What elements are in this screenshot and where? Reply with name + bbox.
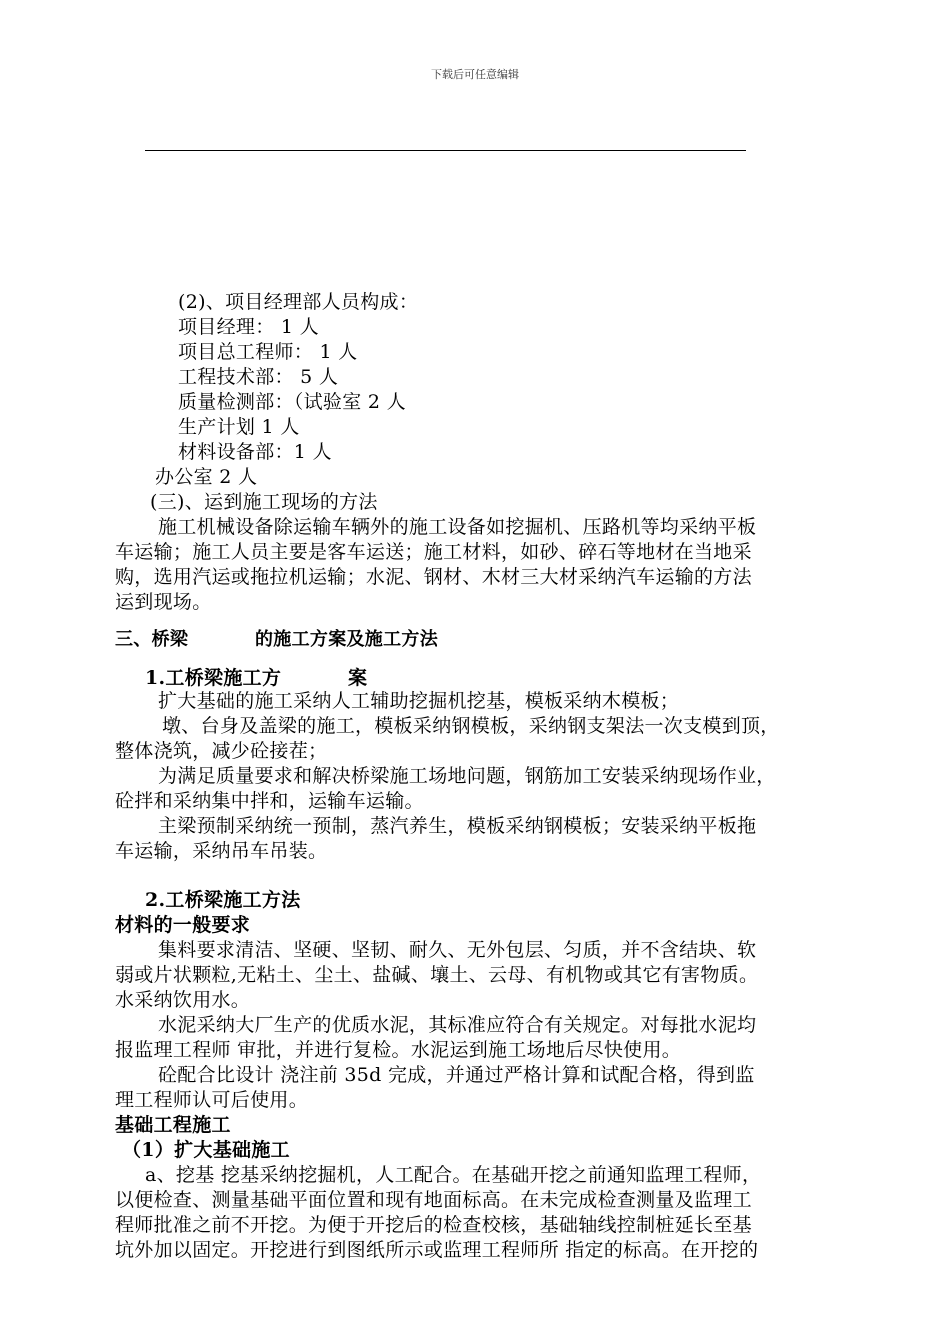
paragraph-line: 车运输，采纳吊车吊装。 <box>115 840 328 862</box>
personnel-item: 项目总工程师： 1 人 <box>178 341 358 363</box>
personnel-item: 办公室 2 人 <box>155 466 258 488</box>
paragraph-line: a、挖基 挖基采纳挖掘机，人工配合。在基础开挖之前通知监理工程师， <box>145 1164 762 1186</box>
subheading-method: 2.工桥梁施工方法 <box>145 889 301 911</box>
paragraph-line: 程师批准之前不开挖。为便于开挖后的检查校核，基础轴线控制桩延长至基 <box>115 1214 752 1236</box>
paragraph-line: 报监理工程师 审批，并进行复检。水泥运到施工场地后尽快使用。 <box>115 1039 682 1061</box>
personnel-item: 质量检测部：（试验室 2 人 <box>178 391 406 413</box>
paragraph-line: 砼配合比设计 浇注前 35d 完成，并通过严格计算和试配合格，得到监 <box>158 1064 755 1086</box>
paragraph-line: 墩、台身及盖梁的施工，模板采纳钢模板，采纳钢支架法一次支模到顶， <box>162 715 780 737</box>
paragraph-line: 主梁预制采纳统一预制，蒸汽养生，模板采纳钢模板；安装采纳平板拖 <box>158 815 757 837</box>
subheading-plan-cont: 案 <box>348 667 368 689</box>
paragraph-line: 车运输；施工人员主要是客车运送；施工材料，如砂、碎石等地材在当地采 <box>115 541 752 563</box>
subheading-plan: 1.工桥梁施工方 <box>145 667 282 689</box>
section-heading-bridge-cont: 的施工方案及施工方法 <box>255 629 438 650</box>
paragraph-line: 水采纳饮用水。 <box>115 989 251 1011</box>
paragraph-line: 理工程师认可后使用。 <box>115 1089 309 1111</box>
paragraph-line: 水泥采纳大厂生产的优质水泥，其标准应符合有关规定。对每批水泥均 <box>158 1014 757 1036</box>
paragraph-line: 施工机械设备除运输车辆外的施工设备如挖掘机、压路机等均采纳平板 <box>158 516 757 538</box>
personnel-item: 工程技术部： 5 人 <box>178 366 339 388</box>
paragraph-line: 整体浇筑，减少砼接茬； <box>115 740 328 762</box>
paragraph-line: 坑外加以固定。开挖进行到图纸所示或监理工程师所 指定的标高。在开挖的 <box>115 1239 759 1261</box>
paragraph-line: 弱或片状颗粒,无粘土、尘土、盐碱、壤土、云母、有机物或其它有害物质。 <box>115 964 759 986</box>
personnel-item: 生产计划 1 人 <box>178 416 300 438</box>
materials-title: 材料的一般要求 <box>115 914 251 936</box>
paragraph-line: 扩大基础的施工采纳人工辅助挖掘机挖基，模板采纳木模板； <box>158 690 680 712</box>
header-divider <box>145 150 746 151</box>
personnel-item: 项目经理： 1 人 <box>178 316 319 338</box>
section-heading-bridge: 三、桥梁 <box>115 629 189 650</box>
personnel-title: (2)、项目经理部人员构成： <box>178 291 419 313</box>
paragraph-line: 购，选用汽运或拖拉机运输；水泥、钢材、木材三大材采纳汽车运输的方法 <box>115 566 752 588</box>
foundation-title: 基础工程施工 <box>115 1114 231 1136</box>
foundation-subtitle: （1）扩大基础施工 <box>122 1139 290 1161</box>
paragraph-line: 以便检查、测量基础平面位置和现有地面标高。在未完成检查测量及监理工 <box>115 1189 752 1211</box>
paragraph-line: 运到现场。 <box>115 591 212 613</box>
paragraph-line: 集料要求清洁、坚硬、坚韧、耐久、无外包层、匀质，并不含结块、软 <box>158 939 757 961</box>
paragraph-line: 砼拌和采纳集中拌和，运输车运输。 <box>115 790 424 812</box>
transport-title: (三)、运到施工现场的方法 <box>150 491 378 513</box>
header-note: 下载后可任意编辑 <box>431 68 519 81</box>
personnel-item: 材料设备部：1 人 <box>178 441 332 463</box>
paragraph-line: 为满足质量要求和解决桥梁施工场地问题，钢筋加工安装采纳现场作业， <box>158 765 776 787</box>
